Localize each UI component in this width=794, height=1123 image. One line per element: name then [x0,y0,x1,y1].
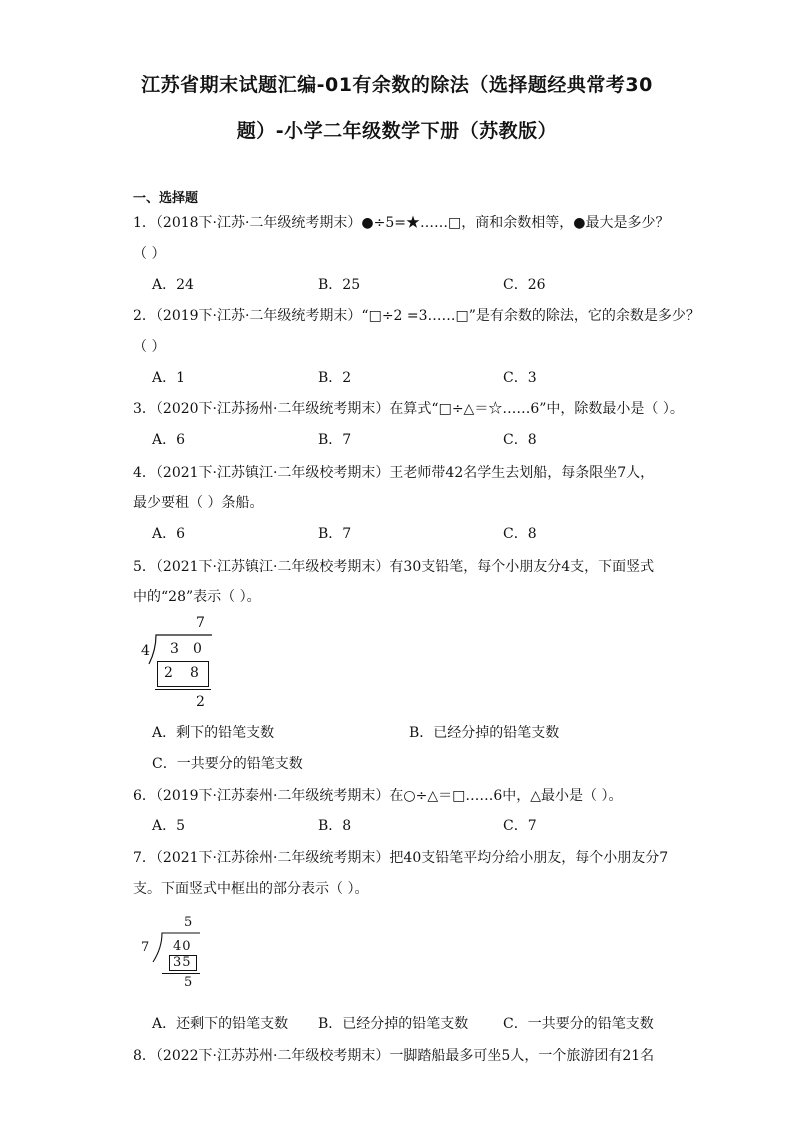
title-line-1: 江苏省期末试题汇编-01有余数的除法（选择题经典常考30 [141,74,653,96]
question-text: 8．（2022下·江苏苏州·二年级校考期末）一脚踏船最多可坐5人，一个旅游团有21名 [133,1048,655,1064]
dividend-digit: 3 [170,641,179,657]
option-a[interactable]: A．6 [152,526,186,542]
option-c[interactable]: C．26 [503,277,546,293]
option-c[interactable]: C．7 [503,818,537,834]
option-b[interactable]: B．2 [318,370,352,386]
option-a[interactable]: A．还剩下的铅笔支数 [152,1016,289,1032]
option-c[interactable]: C．3 [503,370,537,386]
option-a[interactable]: A．1 [152,370,186,386]
option-a[interactable]: A．剩下的铅笔支数 [152,725,275,741]
option-c[interactable]: C．一共要分的铅笔支数 [152,756,303,772]
question-text-cont: 最少要租（ ）条船。 [133,495,264,511]
section-heading: 一、选择题 [133,191,199,206]
option-c[interactable]: C．8 [503,526,537,542]
title-line-2: 题）-小学二年级数学下册（苏教版） [236,120,558,142]
subtraction-line [162,973,200,974]
option-c[interactable]: C．一共要分的铅笔支数 [503,1016,654,1032]
subtraction-line [155,689,211,690]
question-text: 2．（2019下·江苏·二年级统考期末）“□÷2 =3……□”是有余数的除法，它的余数是多少？ [133,308,700,324]
option-b[interactable]: B．已经分掉的铅笔支数 [318,1016,469,1032]
quotient: 7 [196,615,205,631]
question-text: 6．（2019下·江苏泰州·二年级统考期末）在○÷△＝□……6中，△最小是（ ）。 [133,788,623,804]
option-a[interactable]: A．6 [152,432,186,448]
remainder: 5 [184,975,193,990]
option-c[interactable]: C．8 [503,432,537,448]
question-text: 7．（2021下·江苏徐州·二年级统考期末）把40支铅笔平均分给小朋友，每个小朋友分7 [133,850,669,866]
question-text: 1．（2018下·江苏·二年级统考期末）●÷5=★……□，商和余数相等，●最大是多少？ [133,215,670,231]
option-a[interactable]: A．5 [152,818,186,834]
option-b[interactable]: B．25 [318,277,361,293]
dividend-digit: 0 [193,641,202,657]
product-digit: 2 [164,665,173,681]
option-b[interactable]: B．7 [318,432,352,448]
divisor: 4 [141,643,150,659]
option-a[interactable]: A．24 [152,277,194,293]
divisor: 7 [141,940,150,955]
remainder: 2 [196,694,205,710]
option-b[interactable]: B．已经分掉的铅笔支数 [409,725,560,741]
question-text-cont: 中的“28”表示（ ）。 [133,589,261,605]
product-digit: 8 [190,665,199,681]
option-b[interactable]: B．7 [318,526,352,542]
question-text: 4．（2021下·江苏镇江·二年级校考期末）王老师带42名学生去划船，每条限坐7人， [133,465,655,481]
answer-blank: （ ） [133,339,166,355]
question-text: 5．（2021下·江苏镇江·二年级校考期末）有30支铅笔，每个小朋友分4支，下面竖式 [133,559,655,575]
dividend: 40 [173,939,192,954]
question-text: 3．（2020下·江苏扬州·二年级统考期末）在算式“□÷△＝☆……6”中，除数最小是（ ）。 [133,401,684,417]
quotient: 5 [184,915,193,930]
division-bracket [148,634,214,664]
product: 35 [173,955,192,970]
option-b[interactable]: B．8 [318,818,352,834]
answer-blank: （ ） [133,246,166,262]
question-text-cont: 支。下面竖式中框出的部分表示（ ）。 [133,881,369,897]
